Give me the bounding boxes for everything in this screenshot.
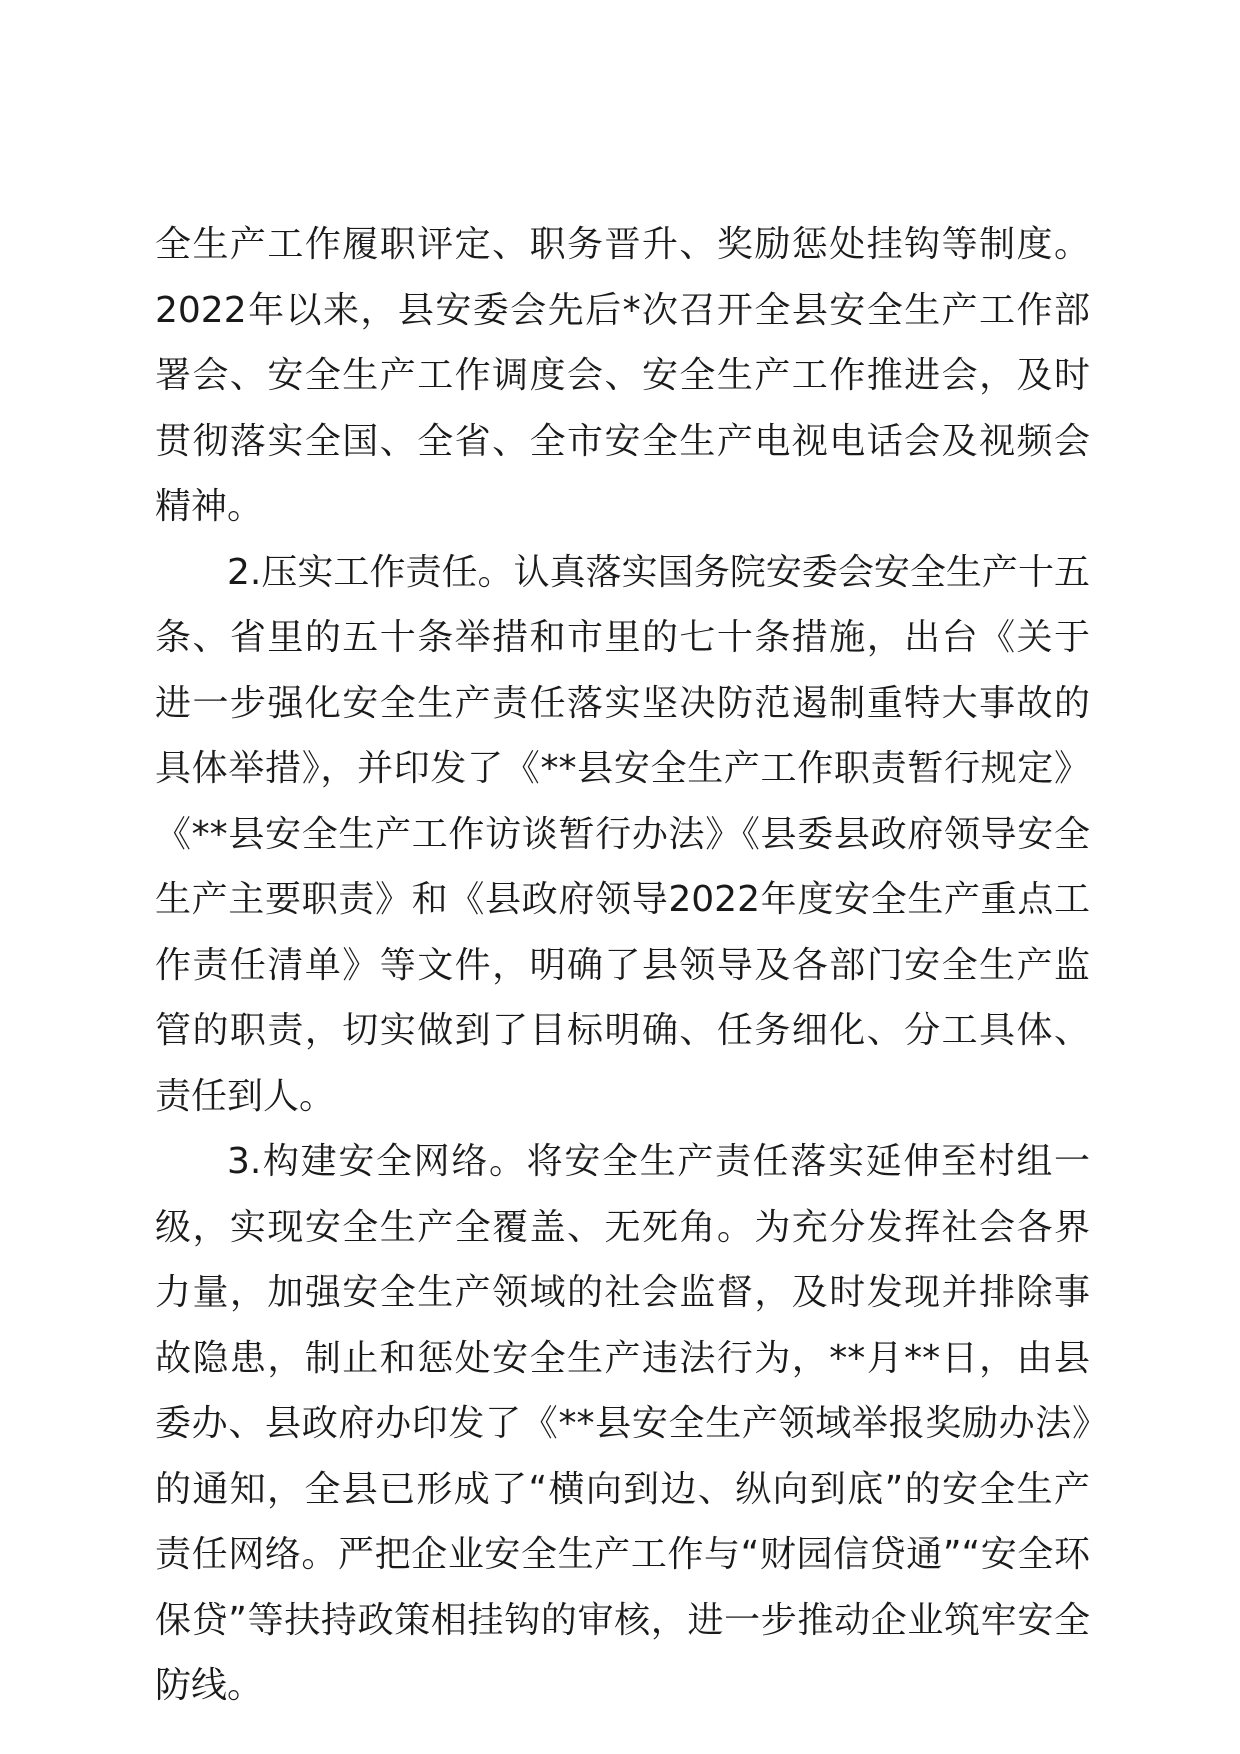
- paragraph-work-responsibility: 2.压实工作责任。认真落实国务院安委会安全生产十五条、省里的五十条举措和市里的七十条措施，出台《关于进一步强化安全生产责任落实坚决防范遏制重特大事故的具体举措》，并印发了《**县安全生产工作职责暂行规定》《**县安全生产工作访谈暂行办法》《县委县政府领导安全生产主要职责》和《县政府领导2022年度安全生产重点工作责任清单》等文件，明确了县领导及各部门安全生产监管的职责，切实做到了目标明确、任务细化、分工具体、责任到人。: [155, 551, 1090, 1117]
- paragraph-safety-network: 3.构建安全网络。将安全生产责任落实延伸至村组一级，实现安全生产全覆盖、无死角。为充分发挥社会各界力量，加强安全生产领域的社会监督，及时发现并排除事故隐患，制止和惩处安全生产违法行为，**月**日，由县委办、县政府办印发了《**县安全生产领域举报奖励办法》的通知，全县已形成了“横向到边、纵向到底”的安全生产责任网络。严把企业安全生产工作与“财园信贷通”“安全环保贷”等扶持政策相挂钩的审核，进一步推动企业筑牢安全防线。: [155, 1141, 1090, 1706]
- paragraph-intro-continuation: 全生产工作履职评定、职务晋升、奖励惩处挂钩等制度。2022年以来，县安委会先后*次召开全县安全生产工作部署会、安全生产工作调度会、安全生产工作推进会，及时贯彻落实全国、全省、全市安全生产电视电话会及视频会精神。: [155, 224, 1090, 527]
- document-body: [155, 212, 1090, 1719]
